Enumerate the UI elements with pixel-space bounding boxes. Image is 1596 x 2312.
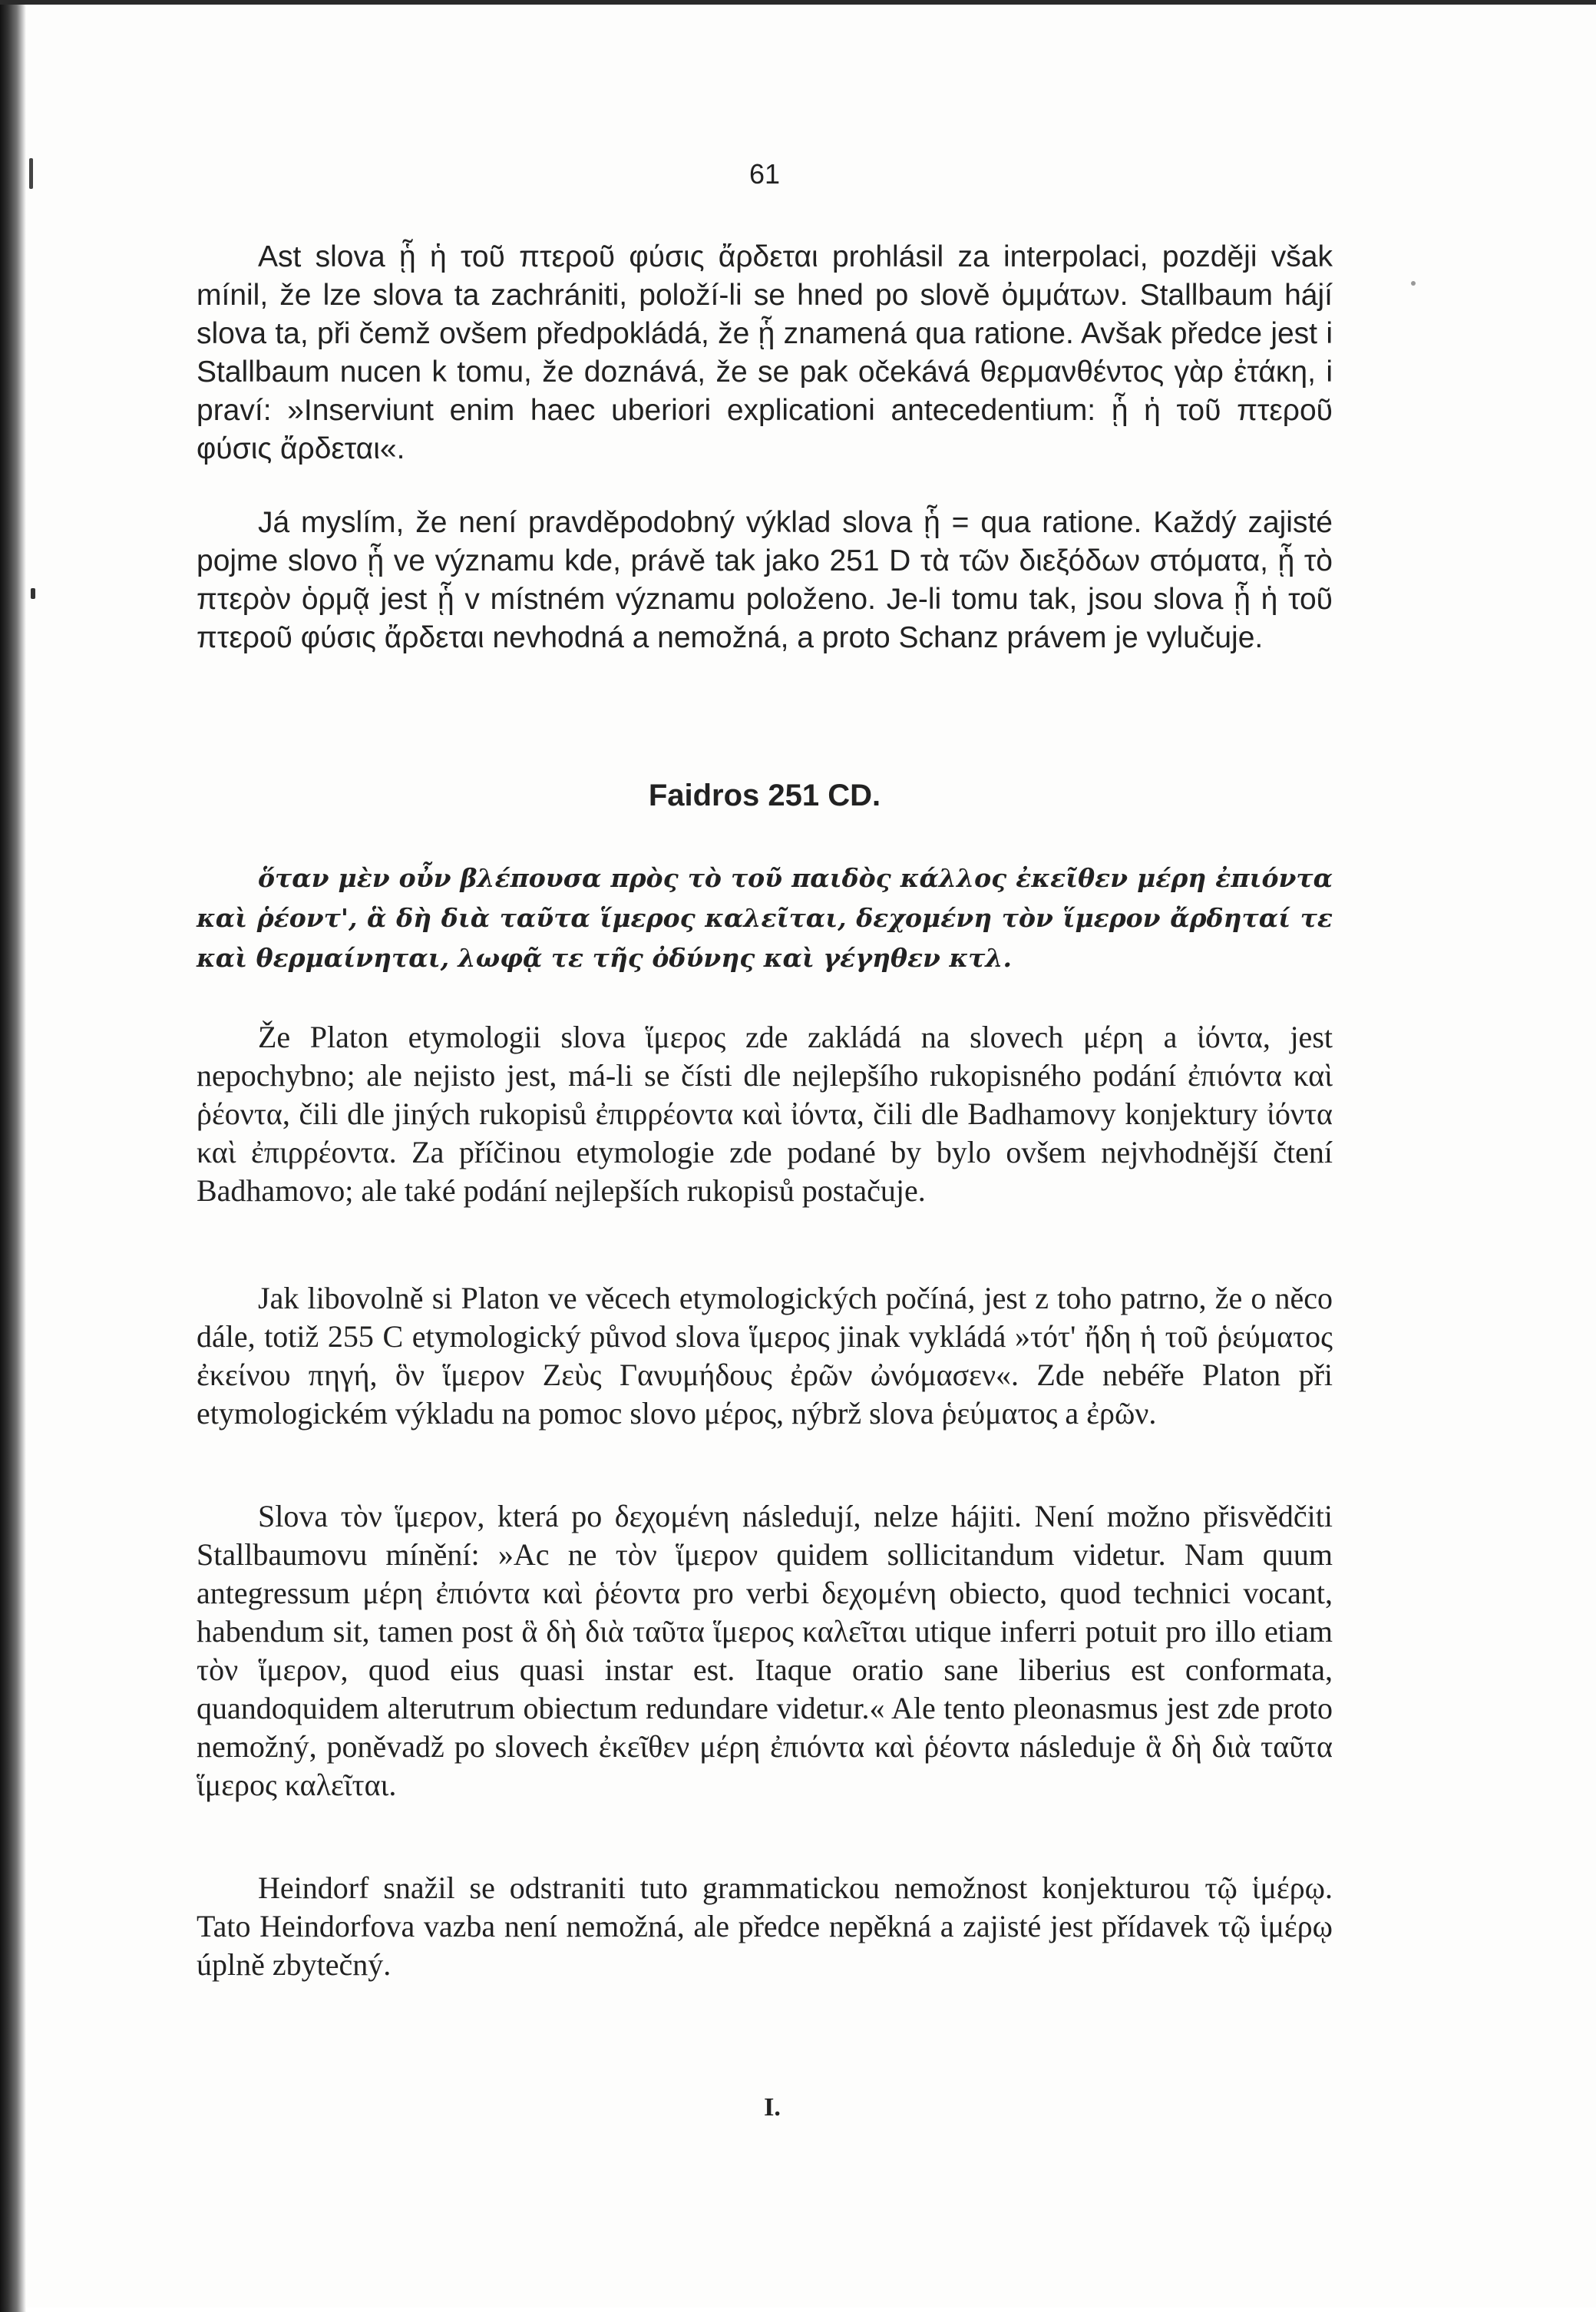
signature-mark: I. <box>764 2093 781 2122</box>
paragraph-4: Jak libovolně si Platon ve věcech etymologických počíná, jest z toho patrno, že o něco dále, totiž 255 C etymologický původ slova ἵμερος jinak vykládá »τότ' ἤδη ἡ τοῦ ῥεύματος ἐκείνου πηγή, ὃν ἵμερον Ζεὺς Γανυμήδους ἐρῶν ὠνόμασεν«. Zde nebéře Platon při etymologickém výkladu na pomoc slovo μέρος, nýbrž slova ῥεύματος a ἐρῶν. <box>197 1281 1333 1431</box>
greek-quotation: ὅταν μὲν οὖν βλέπουσα πρὸς τὸ τοῦ παιδὸς κάλλος ἐκεῖθεν μέρη ἐπιόντα καὶ ῥέοντ', ἃ δὴ διὰ ταῦτα ἵμερος καλεῖται, δεχομένη τὸν ἵμερον ἄρδηταί τε καὶ θερμαίνηται, λωφᾷ τε τῆς ὀδύνης καὶ γέγηθεν κτλ. <box>197 863 1333 973</box>
paper-speck <box>1411 281 1416 286</box>
paragraph-1: Ast slova ᾗ ἡ τοῦ πτεροῦ φύσις ἄρδεται prohlásil za interpolaci, později však mínil, že lze slova ta zachrániti, položí-li se hned po slově ὀμμάτων. Stallbaum hájí slova ta, při čemž ovšem předpokládá, že ᾗ znamená qua ratione. Avšak předce jest i Stallbaum nucen k tomu, že doznává, že se pak očekává θερμανθέντος γὰρ ἐτάκη, i praví: »Inserviunt enim haec uberiori explicationi antecedentium: ᾗ ἡ τοῦ πτεροῦ φύσις ἄρδεται«. <box>197 240 1333 465</box>
paragraph-6: Heindorf snažil se odstraniti tuto grammatickou nemožnost konjekturou τῷ ἱμέρῳ. Tato Heindorfova vazba není nemožná, ale předce nepěkná a zajisté jest přídavek τῷ ἱμέρῳ úplně zbytečný. <box>197 1870 1333 1982</box>
paragraph-2: Já myslím, že není pravděpodobný výklad slova ᾗ = qua ratione. Každý zajisté pojme slovo ᾗ ve významu kde, právě tak jako 251 D τὰ τῶν διεξόδων στόματα, ᾗ τὸ πτερὸν ὁρμᾷ jest ᾗ v místném významu položeno. Je-li tomu tak, jsou slova ᾗ ἡ τοῦ πτεροῦ φύσις ἄρδεται nevhodná a nemožná, a proto Schanz právem je vylučuje. <box>197 506 1333 654</box>
binding-mark <box>29 158 33 189</box>
section-heading: Faidros 251 CD. <box>648 779 881 812</box>
book-spine-shadow <box>0 5 26 2312</box>
page-number: 61 <box>748 158 781 190</box>
paragraph-3: Že Platon etymologii slova ἵμερος zde zakládá na slovech μέρη a ἰόντα, jest nepochybno; ale nejisto jest, má-li se čísti dle nejlepšího rukopisného podání ἐπιόντα καὶ ῥέοντα, čili dle jiných rukopisů ἐπιρρέοντα καὶ ἰόντα, čili dle Badhamovy konjektury ἰόντα καὶ ἐπιρρέοντα. Za příčinou etymologie zde podané by bylo ovšem nejvhodnější čtení Badhamovo; ale také podání nejlepších rukopisů postačuje. <box>197 1020 1333 1208</box>
paragraph-5: Slova τὸν ἵμερον, která po δεχομένη následují, nelze hájiti. Není možno přisvědčiti Stallbaumovu mínění: »Ac ne τὸν ἵμερον quidem sollicitandum videtur. Nam quum antegressum μέρη ἐπιόντα καὶ ῥέοντα pro verbi δεχομένη obiecto, quod technici vocant, habendum sit, tamen post ἃ δὴ διὰ ταῦτα ἵμερος καλεῖται utique inferri potuit pro illo etiam τὸν ἵμερον, quod eius quasi instar est. Itaque oratio sane liberius est conformata, quandoquidem alterutrum obiectum redundare videtur.« Ale tento pleonasmus jest zde proto nemožný, poněvadž po slovech ἐκεῖθεν μέρη ἐπιόντα καὶ ῥέοντα následuje ἃ δὴ διὰ ταῦτα ἵμερος καλεῖται. <box>197 1499 1333 1802</box>
binding-mark <box>31 588 35 599</box>
